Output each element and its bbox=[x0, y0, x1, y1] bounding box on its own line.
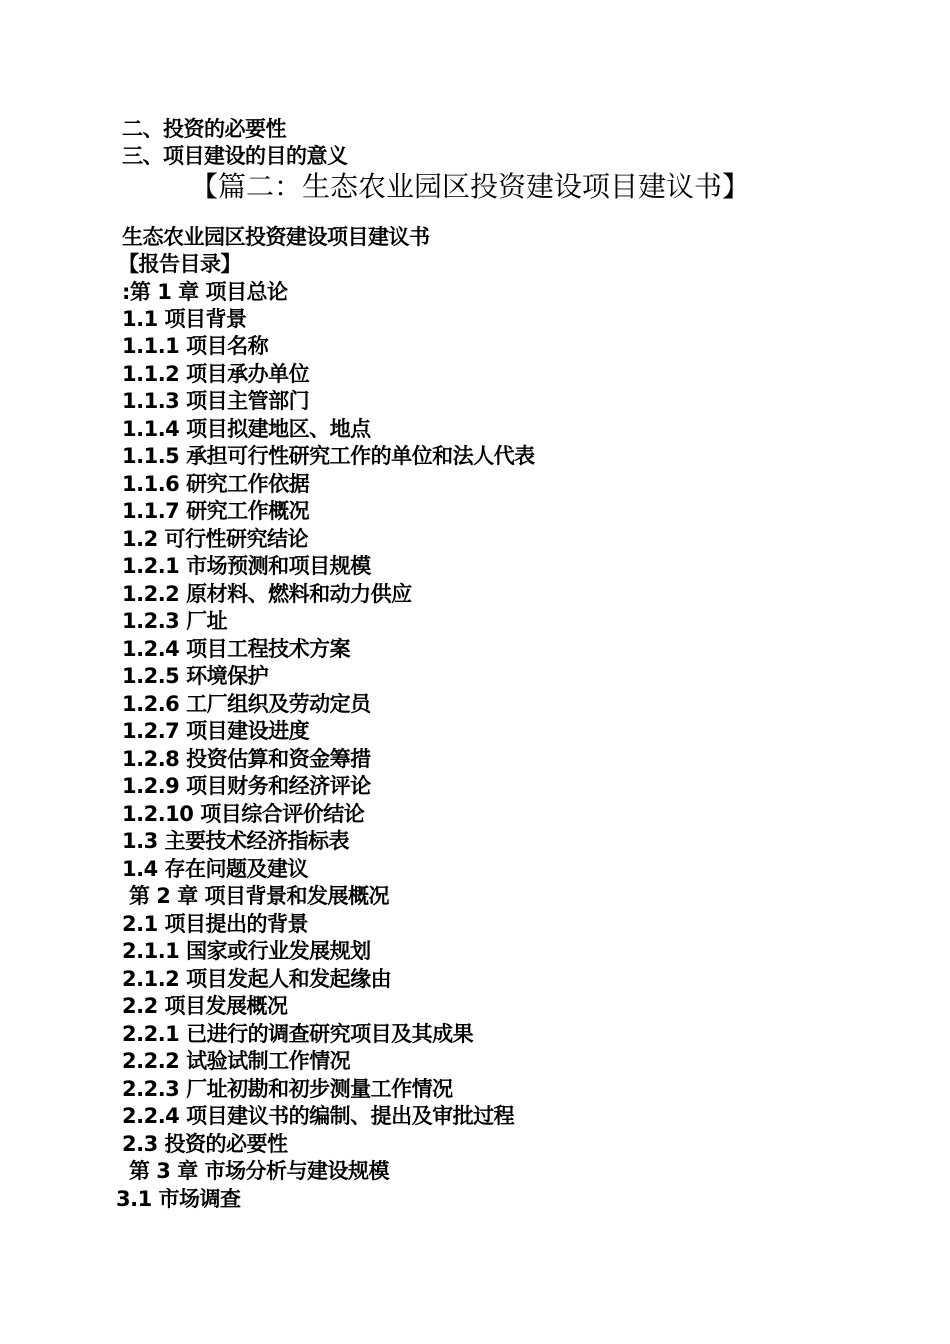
toc-item: 2.1 项目提出的背景 bbox=[122, 912, 309, 936]
toc-item: 3.1 市场调查 bbox=[116, 1187, 241, 1211]
toc-item: 1.2.6 工厂组织及劳动定员 bbox=[122, 692, 371, 716]
toc-item: 1.1.5 承担可行性研究工作的单位和法人代表 bbox=[122, 444, 535, 468]
toc-item: 1.2.1 市场预测和项目规模 bbox=[122, 554, 371, 578]
toc-item: 1.2 可行性研究结论 bbox=[122, 527, 309, 551]
toc-item: 1.2.8 投资估算和资金筹措 bbox=[122, 747, 371, 771]
toc-item: 1.1.6 研究工作依据 bbox=[122, 472, 310, 496]
toc-heading: 【报告目录】 bbox=[118, 252, 241, 276]
doc-title: 生态农业园区投资建设项目建议书 bbox=[122, 225, 430, 249]
toc-item: 1.2.9 项目财务和经济评论 bbox=[122, 774, 371, 798]
toc-item: 2.1.1 国家或行业发展规划 bbox=[122, 939, 371, 963]
toc-item: 1.2.3 厂址 bbox=[122, 609, 228, 633]
toc-item: 1.3 主要技术经济指标表 bbox=[122, 829, 350, 853]
toc-item: 1.1.3 项目主管部门 bbox=[122, 389, 310, 413]
toc-chapter: 第 2 章 项目背景和发展概况 bbox=[129, 884, 390, 908]
toc-item: 2.2.2 试验试制工作情况 bbox=[122, 1049, 351, 1073]
intro-line: 二、投资的必要性 bbox=[122, 117, 286, 141]
toc-item: 1.1.1 项目名称 bbox=[122, 334, 269, 358]
toc-item: 2.3 投资的必要性 bbox=[122, 1132, 288, 1156]
toc-item: 1.1.4 项目拟建地区、地点 bbox=[122, 417, 371, 441]
toc-item: 1.4 存在问题及建议 bbox=[122, 857, 309, 881]
section-title: 【篇二：生态农业园区投资建设项目建议书】 bbox=[190, 170, 751, 203]
toc-item: 1.2.7 项目建设进度 bbox=[122, 719, 310, 743]
toc-item: 1.2.10 项目综合评价结论 bbox=[122, 802, 365, 826]
toc-chapter: 第 3 章 市场分析与建设规模 bbox=[129, 1159, 390, 1183]
intro-line: 三、项目建设的目的意义 bbox=[122, 144, 348, 168]
toc-item: 2.1.2 项目发起人和发起缘由 bbox=[122, 967, 392, 991]
toc-item: 2.2 项目发展概况 bbox=[122, 994, 288, 1018]
toc-item: 1.1.2 项目承办单位 bbox=[122, 362, 310, 386]
toc-item: 1.2.5 环境保护 bbox=[122, 664, 269, 688]
toc-item: 1.1.7 研究工作概况 bbox=[122, 499, 310, 523]
toc-item: :第 1 章 项目总论 bbox=[122, 280, 288, 304]
toc-item: 1.2.4 项目工程技术方案 bbox=[122, 637, 351, 661]
toc-item: 2.2.1 已进行的调查研究项目及其成果 bbox=[122, 1022, 474, 1046]
toc-item: 2.2.3 厂址初勘和初步测量工作情况 bbox=[122, 1077, 453, 1101]
toc-item: 2.2.4 项目建议书的编制、提出及审批过程 bbox=[122, 1104, 515, 1128]
toc-item: 1.2.2 原材料、燃料和动力供应 bbox=[122, 582, 412, 606]
toc-item: 1.1 项目背景 bbox=[122, 307, 247, 331]
